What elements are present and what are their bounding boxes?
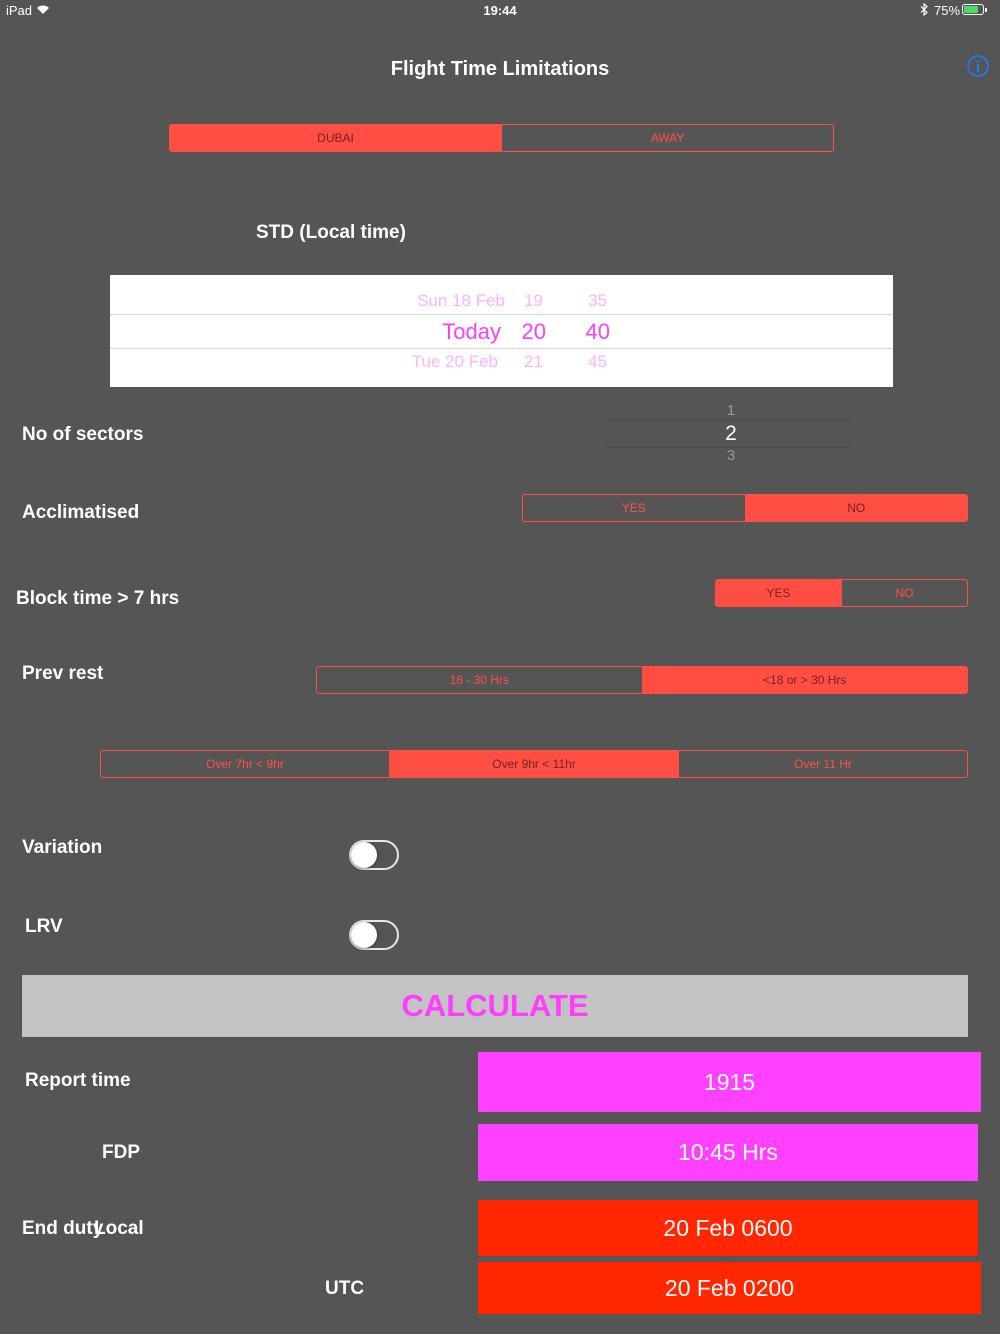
sectors-prev: 1 [726,402,736,419]
picker-current-minute: 40 [585,319,610,344]
picker-next-date: Tue 20 Feb [411,352,498,371]
duty-range-segment [100,750,968,778]
fdp-value: 10:45 Hrs [478,1124,978,1181]
local-label: Local [94,1218,144,1239]
fdp-label: FDP [102,1142,140,1163]
prev-rest-18-30[interactable]: 18 - 30 Hrs [449,673,509,687]
acclimatised-label: Acclimatised [22,502,140,523]
base-segment [169,124,834,152]
battery-icon [962,4,984,15]
info-icon[interactable] [967,55,989,77]
battery-percent: 75% [934,3,961,18]
status-time: 19:44 [483,3,517,18]
prev-rest-segment [316,666,968,694]
prev-rest-other[interactable]: <18 or > 30 Hrs [642,667,968,693]
lrv-label: LRV [25,916,63,937]
device-label: iPad [6,3,33,18]
end-duty-local-value: 20 Feb 0600 [478,1200,978,1256]
std-date-picker[interactable] [110,275,893,387]
picker-prev-minute: 35 [588,291,607,310]
segment-away[interactable]: AWAY [501,125,833,151]
block-time-label: Block time > 7 hrs [16,588,180,609]
picker-current-date: Today [442,319,501,344]
duty-range-7-9[interactable]: Over 7hr < 9hr [206,757,284,771]
end-duty-utc-value: 20 Feb 0200 [478,1262,981,1314]
calculate-button[interactable]: CALCULATE [22,975,968,1037]
picker-prev-hour: 19 [524,291,543,310]
sectors-next: 3 [726,447,736,464]
block-time-segment [715,579,968,607]
picker-current-hour: 20 [521,319,546,344]
sectors-picker[interactable] [606,400,849,466]
std-label: STD (Local time) [256,222,406,243]
block-time-yes[interactable]: YES [716,580,841,606]
report-time-label: Report time [25,1070,131,1091]
duty-range-over-11[interactable]: Over 11 Hr [678,751,967,777]
picker-prev-date: Sun 18 Feb [417,291,505,310]
bluetooth-icon [920,3,929,16]
variation-label: Variation [22,837,103,858]
duty-range-9-11[interactable]: Over 9hr < 11hr [389,751,678,777]
acclimatised-yes[interactable]: YES [621,501,646,515]
variation-toggle[interactable] [349,840,399,870]
report-time-value: 1915 [478,1052,981,1112]
block-time-no[interactable]: NO [841,580,967,606]
end-duty-label: End duty [22,1218,104,1239]
acclimatised-segment [522,494,968,522]
sectors-label: No of sectors [22,424,144,445]
lrv-toggle[interactable] [349,920,399,950]
utc-label: UTC [325,1278,365,1299]
picker-next-minute: 45 [588,352,607,371]
page-title: Flight Time Limitations [390,58,610,80]
acclimatised-no[interactable]: NO [745,495,968,521]
picker-next-hour: 21 [524,352,543,371]
segment-dubai[interactable]: DUBAI [170,125,501,151]
prev-rest-label: Prev rest [22,663,104,684]
sectors-value: 2 [725,422,737,445]
